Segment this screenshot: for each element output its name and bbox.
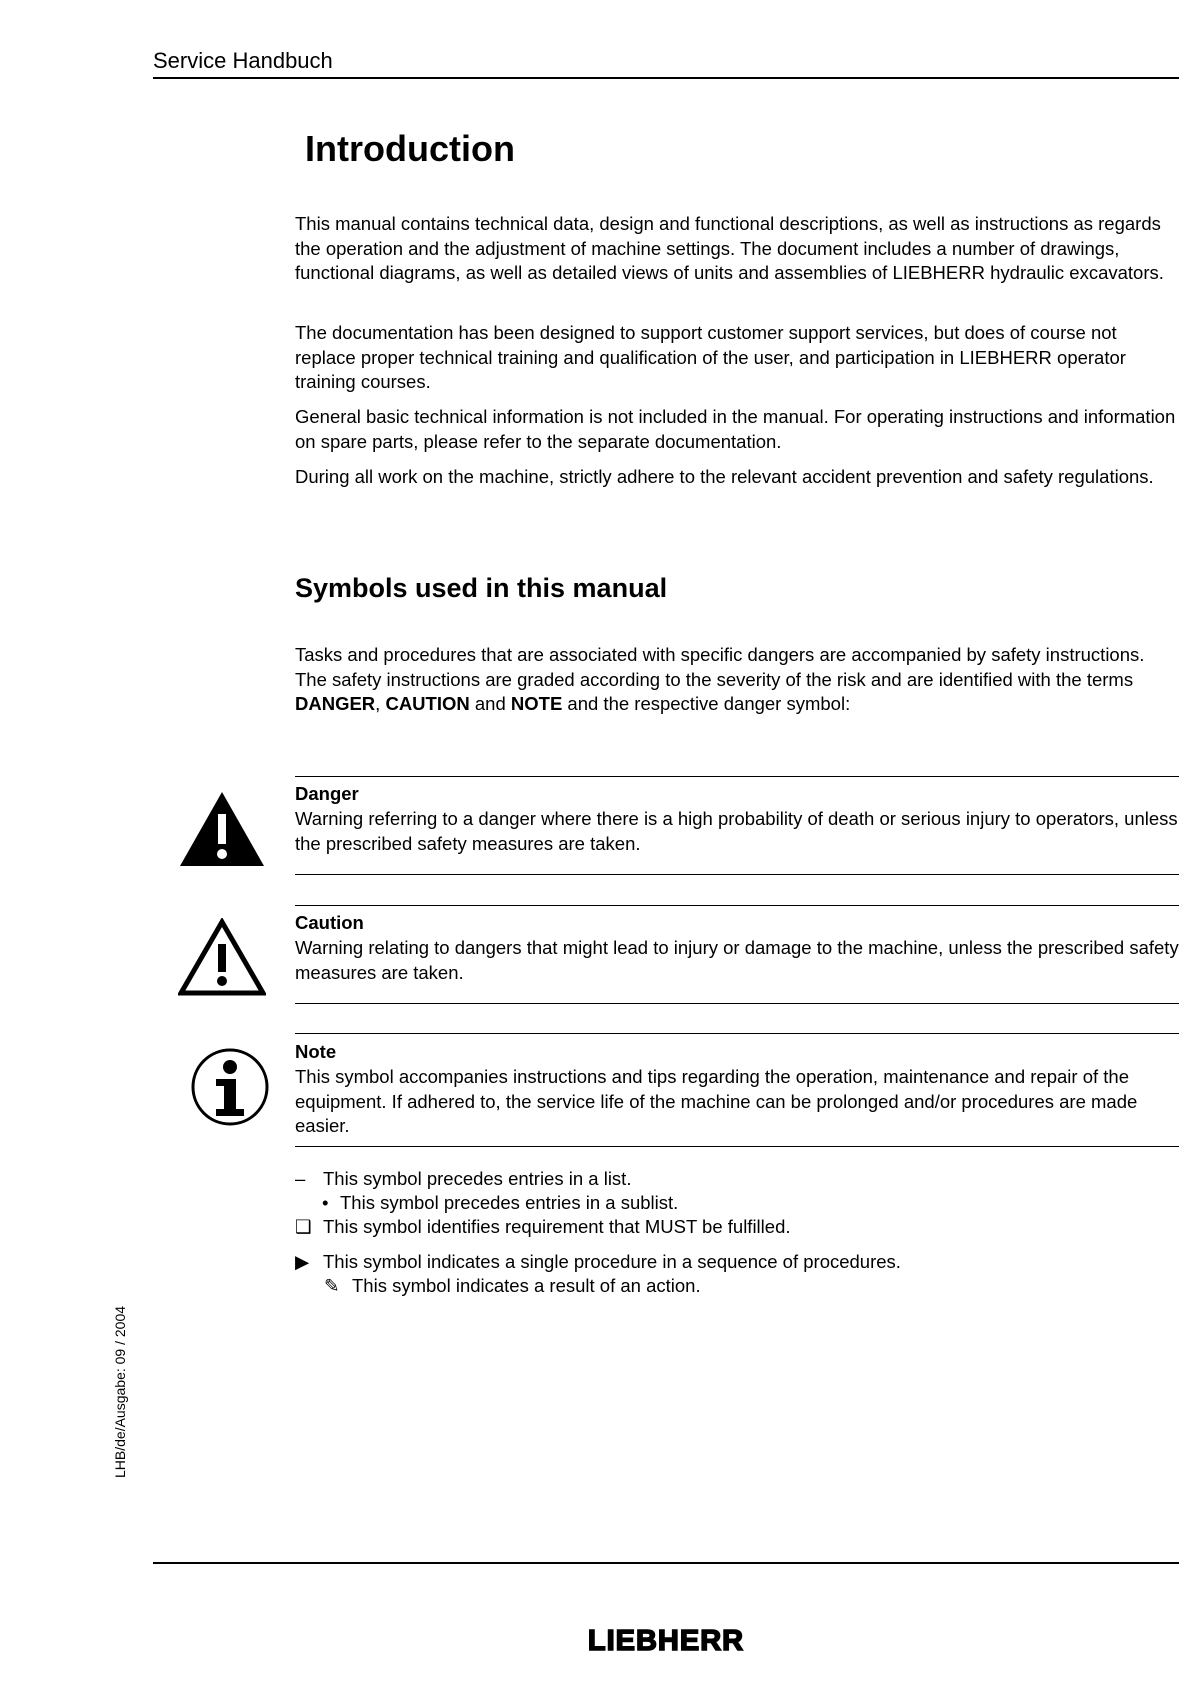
note-box-title: Note <box>295 1041 337 1062</box>
checkbox-icon: ❑ <box>295 1216 312 1237</box>
intro-paragraph-1: This manual contains technical data, design and functional descriptions, as well as instructions as regards the operation and the adjustment of machine settings. The document includes a number of drawings, functional diagrams, as well as detailed views of units and assemblies of LIEBHERR hydraulic excavators. <box>295 213 1164 283</box>
caution-triangle-icon <box>178 918 266 1001</box>
header-divider <box>153 77 1179 79</box>
list-item: ▶ This symbol indicates a single procedure in a sequence of procedures. <box>295 1251 901 1272</box>
bullet-icon: • <box>322 1192 329 1213</box>
note-box-text: This symbol accompanies instructions and tips regarding the operation, maintenance and repair of the equipment. If adhered to, the service life of the machine can be prolonged and/or procedures are made easier. <box>295 1066 1138 1136</box>
term-danger: DANGER <box>295 693 376 714</box>
list-item: • This symbol precedes entries in a sublist. <box>322 1192 679 1213</box>
danger-box-text: Warning referring to a danger where there is a high probability of death or serious injury to operators, unless the prescribed safety measures are taken. <box>295 808 1178 854</box>
list-item: – This symbol precedes entries in a list. <box>295 1168 632 1189</box>
danger-triangle-icon <box>178 790 266 873</box>
note-box-bottom-rule <box>295 1146 1179 1147</box>
section-title: Symbols used in this manual <box>295 573 668 603</box>
intro-paragraph-4: During all work on the machine, strictly adhere to the relevant accident prevention and safety regulations. <box>295 466 1154 487</box>
procedure-arrow-icon: ▶ <box>295 1251 310 1272</box>
note-box-top-rule <box>295 1033 1179 1034</box>
caution-box-title: Caution <box>295 912 364 933</box>
logo-text: LIEBHERR <box>587 1626 745 1654</box>
intro-paragraph-3: General basic technical information is not included in the manual. For operating instructions and information on spare parts, please refer to the separate documentation. <box>295 406 1176 452</box>
page-title: Introduction <box>305 128 515 169</box>
info-icon <box>190 1047 270 1132</box>
footer-divider <box>153 1562 1179 1564</box>
danger-box-top-rule <box>295 776 1179 777</box>
caution-box-top-rule <box>295 905 1179 906</box>
term-note: NOTE <box>510 693 563 714</box>
caution-box-bottom-rule <box>295 1003 1179 1004</box>
liebherr-logo <box>571 1626 761 1659</box>
header-title: Service Handbuch <box>153 48 333 73</box>
term-caution: CAUTION <box>385 693 470 714</box>
intro-paragraph-2: The documentation has been designed to support customer support services, but does of course not replace proper technical training and qualification of the user, and participation in LIEBHERR operator training courses. <box>295 322 1126 392</box>
result-icon: ✎ <box>324 1275 340 1296</box>
list-item: ✎ This symbol indicates a result of an action. <box>324 1275 701 1296</box>
list-item: ❑ This symbol identifies requirement that MUST be fulfilled. <box>295 1216 791 1237</box>
edition-note: LHB/de/Ausgabe: 09 / 2004 <box>112 1305 128 1478</box>
danger-box-title: Danger <box>295 783 359 804</box>
danger-box-bottom-rule <box>295 874 1179 875</box>
symbols-intro: Tasks and procedures that are associated with specific dangers are accompanied by safety instructions. The safety instructions are graded according to the severity of the risk and are identified with the terms DANGER, CAUTION and NOTE and the respective danger symbol: <box>295 644 1145 714</box>
dash-icon: – <box>295 1168 306 1189</box>
caution-box-text: Warning relating to dangers that might lead to injury or damage to the machine, unless the prescribed safety measures are taken. <box>295 937 1179 983</box>
